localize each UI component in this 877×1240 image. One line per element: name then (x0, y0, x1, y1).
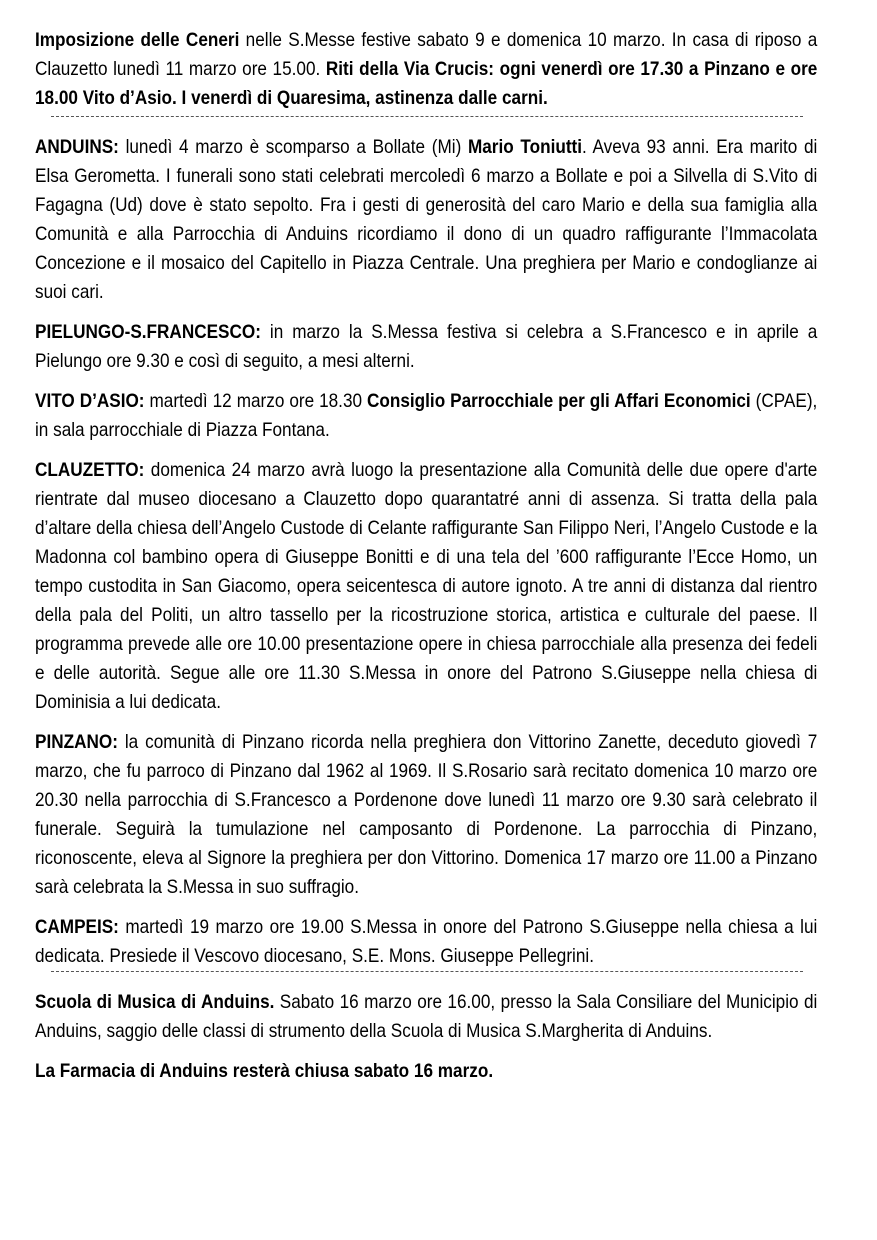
musica-text: Sabato 16 marzo ore 16.00, presso la Sala Consiliare del Municipio di Anduins, saggio delle classi di strumento della Scuola di Musica S.Margherita di Anduins. (35, 991, 818, 1042)
pinzano-label: PINZANO: (35, 731, 118, 753)
farmacia-notice: La Farmacia di Anduins resterà chiusa sabato 16 marzo. (35, 1060, 494, 1082)
farmacia-paragraph (35, 1057, 817, 1086)
anduins-name: Mario Toniutti (467, 136, 583, 158)
pielungo-paragraph (35, 318, 817, 376)
campeis-text: martedì 19 marzo ore 19.00 S.Messa in onore del Patrono S.Giuseppe nella chiesa a lui dedicata. Presiede il Vescovo diocesano, S.E. Mons. Giuseppe Pellegrini. (35, 916, 818, 967)
vito-label: VITO D’ASIO: (35, 390, 145, 412)
dashed-separator-2 (51, 971, 803, 972)
dashed-separator (51, 116, 803, 117)
campeis-paragraph (35, 913, 817, 971)
clauzetto-paragraph (35, 456, 817, 717)
pielungo-label: PIELUNGO-S.FRANCESCO: (35, 321, 261, 343)
intro-text: nelle S.Messe festive sabato 9 e domenica 10 marzo. In casa di riposo a Clauzetto lunedì 11 marzo ore 15.00. (35, 29, 818, 80)
clauzetto-label: CLAUZETTO: (35, 459, 145, 481)
vito-paragraph (35, 387, 817, 445)
vito-cpae: Consiglio Parrocchiale per gli Affari Economici (367, 390, 751, 412)
via-crucis-notice: Riti della Via Crucis: ogni venerdì ore 17.30 a Pinzano e ore 18.00 Vito d’Asio. I venerdì di Quaresima, astinenza dalle carni. (35, 58, 818, 109)
campeis-label: CAMPEIS: (35, 916, 119, 938)
pinzano-paragraph (35, 728, 817, 902)
vito-text-1: martedì 12 marzo ore 18.30 (144, 390, 368, 412)
ceneri-heading: Imposizione delle Ceneri (35, 29, 240, 51)
pinzano-text: la comunità di Pinzano ricorda nella preghiera don Vittorino Zanette, deceduto giovedì 7 marzo, che fu parroco di Pinzano dal 1962 al 1969. Il S.Rosario sarà recitato domenica 10 marzo ore 20.30 nella parrocchia di S.Francesco a Pordenone dove lunedì 11 marzo ore 9.30 sarà celebrato il funerale. Seguirà la tumulazione nel camposanto di Pordenone. La parrocchia di Pinzano, riconoscente, eleva al Signore la preghiera per don Vittorino. Domenica 17 marzo ore 11.00 a Pinzano sarà celebrata la S.Messa in suo suffragio. (35, 731, 818, 898)
vito-text-2: (CPAE), in sala parrocchiale di Piazza Fontana. (35, 390, 818, 441)
intro-paragraph (35, 26, 817, 113)
anduins-label: ANDUINS: (35, 136, 119, 158)
musica-paragraph (35, 988, 817, 1046)
clauzetto-text: domenica 24 marzo avrà luogo la presentazione alla Comunità delle due opere d'arte rientrate dal museo diocesano a Clauzetto dopo quarantatré anni di assenza. Si tratta della pala d’altare della chiesa dell’Angelo Custode di Celante raffigurante San Filippo Neri, l’Angelo Custode e la Madonna col bambino opera di Giuseppe Bonitti e di una tela del ’600 raffigurante l’Ecce Homo, un tempo custodita in San Giacomo, opera seicentesca di autore ignoto. A tre anni di distanza dal rientro della pala del Politi, un altro tassello per la ricostruzione storica, artistica e culturale del paese. Il programma prevede alle ore 10.00 presentazione opere in chiesa parrocchiale alla presenza dei fedeli e delle autorità. Segue alle ore 11.30 S.Messa in onore del Patrono S.Giuseppe nella chiesa di Dominisia a lui dedicata. (35, 459, 818, 713)
anduins-text-2: . Aveva 93 anni. Era marito di Elsa Gerometta. I funerali sono stati celebrati mercoledì 6 marzo a Bollate e poi a Silvella di S.Vito di Fagagna (Ud) dove è stato sepolto. Fra i gesti di generosità del caro Mario e della sua famiglia alla Comunità e alla Parrocchia di Anduins ricordiamo il dono di un quadro raffigurante l’Immacolata Concezione e il mosaico del Capitello in Piazza Centrale. Una preghiera per Mario e condoglianze ai suoi cari. (35, 136, 818, 303)
pielungo-text: in marzo la S.Messa festiva si celebra a S.Francesco e in aprile a Pielungo ore 9.30 e così di seguito, a mesi alterni. (35, 321, 818, 372)
anduins-paragraph (35, 133, 817, 307)
anduins-text-1: lunedì 4 marzo è scomparso a Bollate (Mi) (118, 136, 468, 158)
musica-label: Scuola di Musica di Anduins. (35, 991, 275, 1013)
